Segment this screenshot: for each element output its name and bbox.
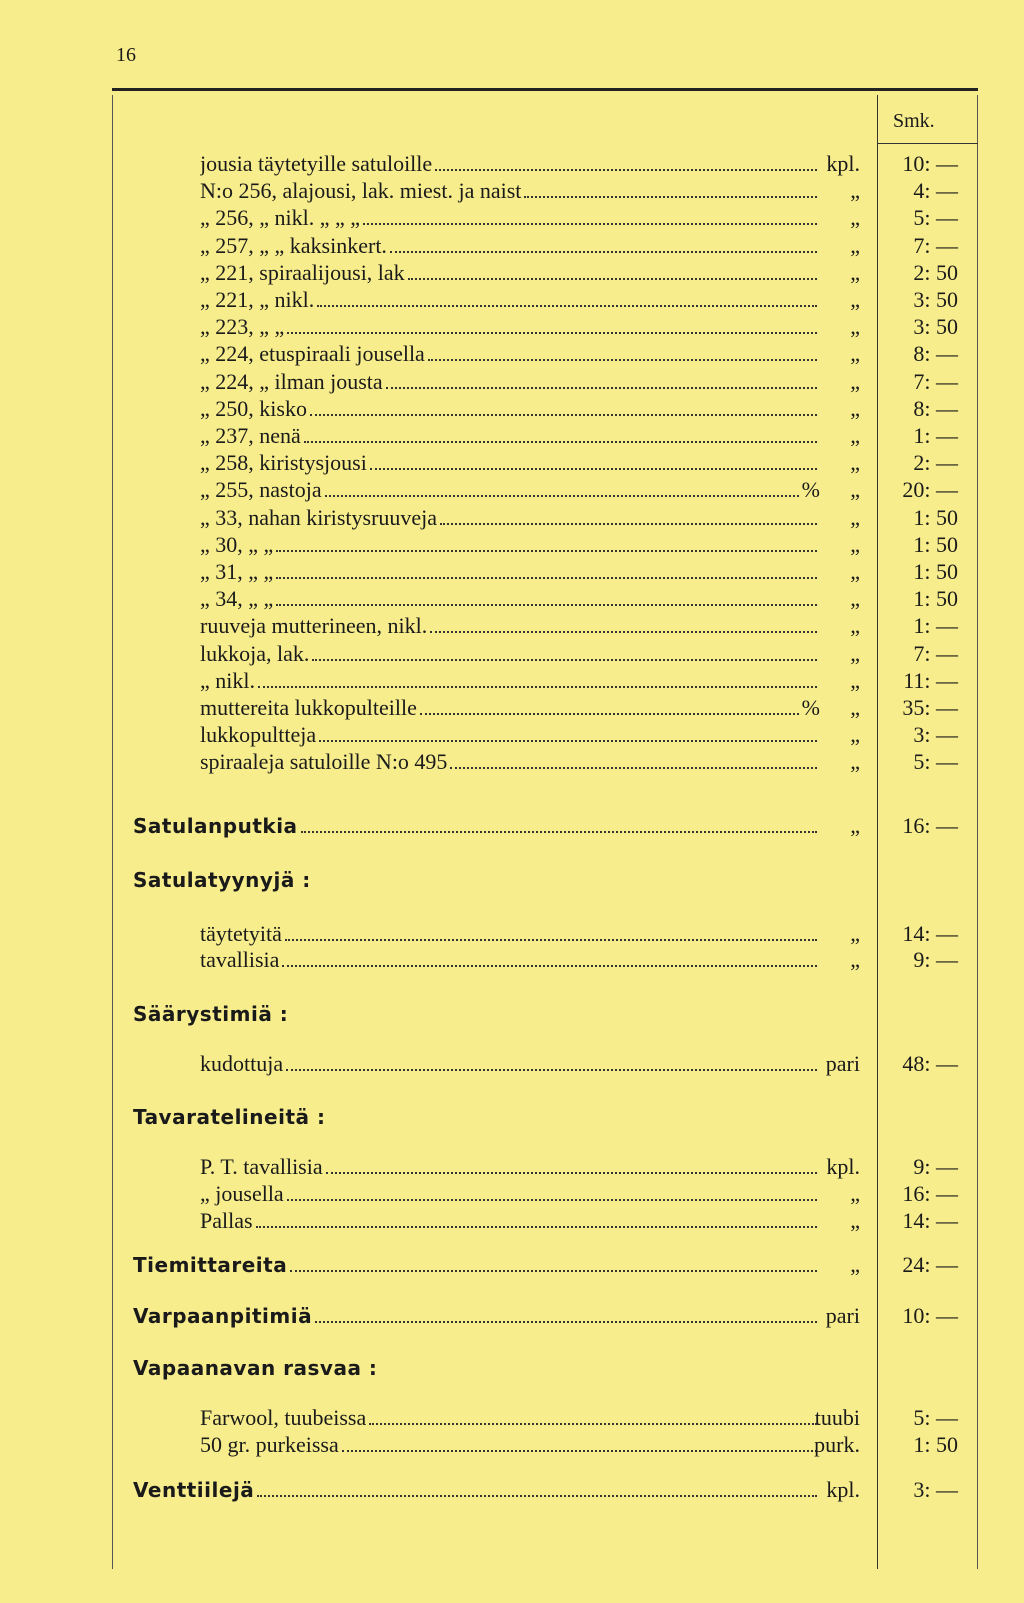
price-column-rule: [877, 95, 878, 1569]
dot-leader: [390, 251, 817, 253]
unit-label: „: [850, 287, 860, 312]
dot-leader: [408, 278, 817, 280]
item-description: [200, 395, 820, 423]
section-heading: [133, 1302, 820, 1330]
price-value: 5: —: [913, 1405, 958, 1430]
unit-label: kpl.: [826, 1154, 860, 1179]
unit-label: „: [850, 450, 860, 475]
item-description: [200, 946, 820, 974]
item-text: „ 250, kisko: [200, 396, 307, 421]
item-description: [200, 667, 820, 695]
dot-leader: [440, 523, 817, 525]
price-value: 1: 50: [913, 505, 958, 530]
price-value: 3: 50: [913, 287, 958, 312]
item-description: [200, 612, 820, 640]
price-value: 10: —: [902, 151, 958, 176]
dot-leader: [287, 1199, 817, 1201]
price-value: 1: 50: [913, 532, 958, 557]
item-description: [200, 1050, 820, 1078]
unit-label: „: [850, 668, 860, 693]
dot-leader: [524, 196, 817, 198]
price-value: 11: —: [903, 668, 958, 693]
dot-leader: [420, 713, 799, 715]
item-text: 50 gr. purkeissa: [200, 1432, 339, 1457]
unit-label: „: [850, 1181, 860, 1206]
item-text: „ 256, „ nikl. „ „ „: [200, 205, 361, 230]
price-value: 9: —: [913, 947, 958, 972]
unit-label: „: [850, 586, 860, 611]
unit-label: „: [850, 369, 860, 394]
price-value: 20: —: [902, 477, 958, 502]
dot-leader: [258, 686, 817, 688]
dot-leader: [315, 1321, 817, 1323]
item-description: [200, 422, 820, 450]
unit-label: „: [850, 178, 860, 203]
price-value: 4: —: [913, 178, 958, 203]
price-value: 1: —: [913, 423, 958, 448]
price-value: 35: —: [902, 695, 958, 720]
price-value: 8: —: [913, 396, 958, 421]
price-value: 3: 50: [913, 314, 958, 339]
item-description: [200, 232, 820, 260]
item-description: [200, 313, 820, 341]
price-value: 7: —: [913, 369, 958, 394]
dot-leader: [369, 1423, 817, 1425]
frame-left-rule: [112, 95, 113, 1569]
dot-leader: [319, 740, 817, 742]
price-value: 7: —: [913, 233, 958, 258]
item-description: [200, 920, 820, 948]
unit-label: „: [850, 1208, 860, 1233]
section-heading: [133, 812, 820, 840]
section-heading: [133, 1354, 820, 1382]
item-text: „ 224, etuspiraali jousella: [200, 341, 425, 366]
unit-label: „: [850, 423, 860, 448]
item-description: [200, 585, 820, 613]
price-value: 5: —: [913, 749, 958, 774]
price-value: 2: 50: [913, 260, 958, 285]
dot-leader: [282, 965, 817, 967]
dot-leader: [430, 631, 817, 633]
item-text: „ 34, „ „: [200, 586, 274, 611]
dot-leader: [310, 414, 817, 416]
item-text: P. T. tavallisia: [200, 1154, 323, 1179]
unit-label: „: [850, 341, 860, 366]
dot-leader: [276, 577, 817, 579]
item-description: [200, 340, 820, 368]
frame-right-rule: [977, 95, 978, 1569]
item-description: [200, 476, 820, 504]
item-description: [200, 558, 820, 586]
section-heading: [133, 866, 820, 894]
section-heading: [133, 1000, 820, 1028]
unit-label: „: [850, 947, 860, 972]
item-description: [200, 748, 820, 776]
unit-label: „: [850, 813, 860, 838]
item-text: spiraaleja satuloille N:o 495: [200, 749, 448, 774]
item-description: [200, 504, 820, 532]
dot-leader: [325, 495, 799, 497]
dot-leader: [428, 359, 817, 361]
unit-label: „: [850, 695, 860, 720]
unit-label: „: [850, 532, 860, 557]
item-text: „ 31, „ „: [200, 559, 274, 584]
unit-label: „: [850, 641, 860, 666]
unit-label: „: [850, 396, 860, 421]
dot-leader: [363, 223, 817, 225]
price-value: 1: 50: [913, 1432, 958, 1457]
item-text: „ 257, „ „ kaksinkert.: [200, 233, 387, 258]
heading-text: Tiemittareita: [133, 1253, 288, 1277]
heading-text: Venttiilejä: [133, 1478, 255, 1502]
item-text: lukkopultteja: [200, 722, 317, 747]
heading-text: Varpaanpitimiä: [133, 1304, 313, 1328]
item-text: „ 221, spiraalijousi, lak: [200, 260, 405, 285]
item-description: [200, 150, 820, 178]
unit-label: „: [850, 314, 860, 339]
unit-label: „: [850, 722, 860, 747]
dot-leader: [317, 305, 817, 307]
unit-label: „: [850, 477, 860, 502]
inline-unit-percent: %: [801, 695, 820, 720]
price-value: 9: —: [913, 1154, 958, 1179]
dot-leader: [286, 1069, 817, 1071]
item-text: „ 258, kiristysjousi: [200, 450, 367, 475]
price-value: 1: —: [913, 613, 958, 638]
price-header-rule: [877, 143, 978, 144]
price-value: 7: —: [913, 641, 958, 666]
dot-leader: [435, 169, 817, 171]
heading-text: Säärystimiä :: [133, 1002, 289, 1026]
dot-leader: [342, 1450, 817, 1452]
item-text: ruuveja mutterineen, nikl.: [200, 613, 428, 638]
price-value: 3: —: [913, 722, 958, 747]
item-description: [200, 1404, 820, 1432]
unit-label: pari: [825, 1051, 860, 1076]
item-text: „ 30, „ „: [200, 532, 274, 557]
unit-label: „: [850, 613, 860, 638]
price-value: 8: —: [913, 341, 958, 366]
dot-leader: [276, 604, 817, 606]
price-value: 1: 50: [913, 586, 958, 611]
item-description: [200, 177, 820, 205]
price-value: 2: —: [913, 450, 958, 475]
dot-leader: [326, 1172, 817, 1174]
item-text: tavallisia: [200, 947, 280, 972]
item-description: [200, 259, 820, 287]
heading-text: Tavaratelineitä :: [133, 1105, 326, 1129]
inline-unit-percent: %: [801, 477, 820, 502]
dot-leader: [304, 441, 817, 443]
price-value: 14: —: [902, 1208, 958, 1233]
item-description: [200, 449, 820, 477]
item-description: [200, 694, 820, 722]
unit-label: kpl.: [826, 1477, 860, 1502]
price-value: 24: —: [902, 1252, 958, 1277]
unit-label: „: [850, 749, 860, 774]
dot-leader: [287, 332, 817, 334]
dot-leader: [290, 1270, 817, 1272]
item-text: „ 237, nenä: [200, 423, 301, 448]
heading-text: Satulatyynyjä :: [133, 868, 311, 892]
item-description: [200, 1153, 820, 1181]
item-text: „ 255, nastoja: [200, 477, 322, 502]
item-text: jousia täytetyille satuloille: [200, 151, 433, 176]
section-heading: [133, 1476, 820, 1504]
item-description: [200, 721, 820, 749]
item-description: [200, 286, 820, 314]
price-value: 3: —: [913, 1477, 958, 1502]
unit-label: purk.: [814, 1432, 860, 1457]
dot-leader: [256, 1226, 817, 1228]
dot-leader: [450, 767, 817, 769]
dot-leader: [257, 1495, 817, 1497]
section-heading: [133, 1251, 820, 1279]
price-value: 1: 50: [913, 559, 958, 584]
item-text: „ nikl.: [200, 668, 255, 693]
dot-leader: [285, 939, 817, 941]
item-text: lukkoja, lak.: [200, 641, 310, 666]
unit-label: „: [850, 1252, 860, 1277]
item-text: N:o 256, alajousi, lak. miest. ja naist: [200, 178, 522, 203]
price-value: 14: —: [902, 921, 958, 946]
heading-text: Vapaanavan rasvaa :: [133, 1356, 378, 1380]
section-heading: [133, 1103, 820, 1131]
page-number: 16: [116, 44, 136, 66]
item-text: kudottuja: [200, 1051, 284, 1076]
item-description: [200, 204, 820, 232]
unit-label: tuubi: [814, 1405, 860, 1430]
item-description: [200, 1207, 820, 1235]
unit-label: kpl.: [826, 151, 860, 176]
item-description: [200, 1431, 820, 1459]
item-text: „ 224, „ ilman jousta: [200, 369, 383, 394]
item-text: „ 223, „ „: [200, 314, 285, 339]
item-text: Pallas: [200, 1208, 253, 1233]
price-value: 16: —: [902, 1181, 958, 1206]
dot-leader: [301, 831, 817, 833]
price-value: 16: —: [902, 813, 958, 838]
price-value: 10: —: [902, 1303, 958, 1328]
item-text: muttereita lukkopulteille: [200, 695, 417, 720]
price-value: 5: —: [913, 205, 958, 230]
dot-leader: [386, 387, 817, 389]
item-text: „ jousella: [200, 1181, 284, 1206]
item-text: „ 33, nahan kiristysruuveja: [200, 505, 438, 530]
heading-text: Satulanputkia: [133, 814, 298, 838]
unit-label: „: [850, 205, 860, 230]
unit-label: „: [850, 233, 860, 258]
item-text: „ 221, „ nikl.: [200, 287, 315, 312]
unit-label: „: [850, 921, 860, 946]
item-description: [200, 640, 820, 668]
item-description: [200, 531, 820, 559]
unit-label: pari: [825, 1303, 860, 1328]
item-description: [200, 1180, 820, 1208]
unit-label: „: [850, 559, 860, 584]
currency-header: Smk.: [893, 110, 935, 132]
dot-leader: [312, 659, 817, 661]
item-text: Farwool, tuubeissa: [200, 1405, 367, 1430]
price-value: 48: —: [902, 1051, 958, 1076]
item-text: täytetyitä: [200, 921, 282, 946]
unit-label: „: [850, 505, 860, 530]
dot-leader: [276, 550, 817, 552]
item-description: [200, 368, 820, 396]
unit-label: „: [850, 260, 860, 285]
dot-leader: [370, 468, 817, 470]
